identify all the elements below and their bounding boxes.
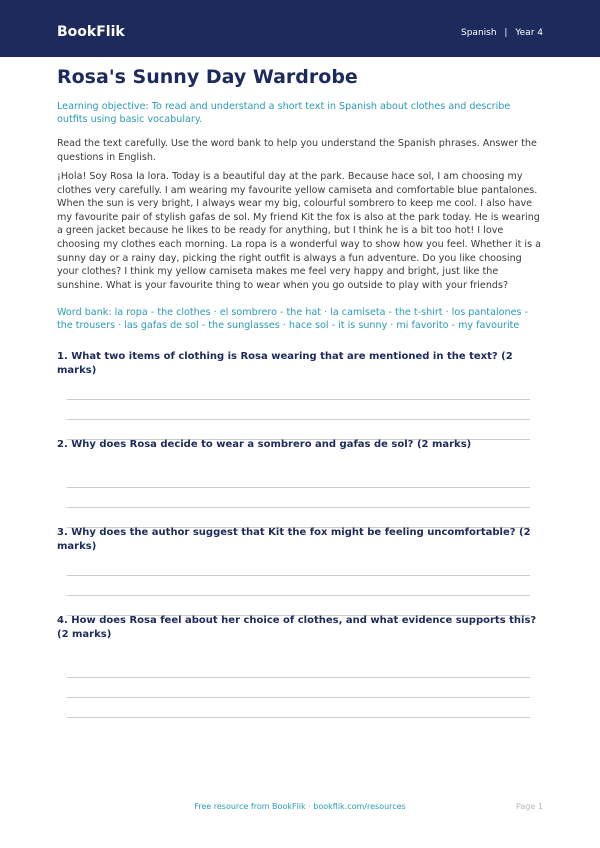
footer-link[interactable]: Free resource from BookFlik · bookflik.com/resources [194,802,406,811]
instructions: Read the text carefully. Use the word bank to help you understand the Spanish phrases. Answer the questions in English. [57,138,537,163]
brand-logo: BookFlik [57,24,125,40]
answer-line[interactable] [67,399,530,400]
answer-line[interactable] [67,717,530,718]
answer-line[interactable] [67,697,530,698]
subject-year [461,28,543,38]
answer-line[interactable] [67,595,530,596]
word-bank: Word bank: la ropa - the clothes · el sombrero - the hat · la camiseta - the t-shirt · los pantalones - the trousers · las gafas de sol - the sunglasses · hace sol - it is sunny · mi favorito - my favourite [57,307,528,331]
year-label: Year 4 [515,28,543,38]
learning-objective: Learning objective: To read and understand a short text in Spanish about clothes and describe outfits using basic vocabulary. [57,101,511,125]
answer-line[interactable] [67,419,530,420]
page-number: Page 1 [516,802,543,811]
answer-line[interactable] [67,677,530,678]
question-1: 1. What two items of clothing is Rosa wearing that are mentioned in the text? (2 marks) [57,351,513,376]
subject-label: Spanish [461,28,497,38]
answer-line[interactable] [67,575,530,576]
separator: | [504,28,508,38]
question-4: 4. How does Rosa feel about her choice of clothes, and what evidence supports this? (2 marks) [57,615,537,640]
answer-line[interactable] [67,487,530,488]
question-2: 2. Why does Rosa decide to wear a sombrero and gafas de sol? (2 marks) [57,439,472,450]
reading-passage: ¡Hola! Soy Rosa la lora. Today is a beautiful day at the park. Because hace sol, I am choosing my clothes very carefully. I am wearing my favourite yellow camiseta and comfortable blue pantalones. When the sun is very bright, I always wear my big, colourful sombrero to keep me cool. I also have my favourite pair of stylish gafas de sol. My friend Kit the fox is also at the park today. He is wearing a green jacket because he likes to be ready for anything, but I think he is a bit too hot! I love choosing my clothes each morning. La ropa is a wonderful way to show how you feel. Whether it is a sunny day or a rainy day, picking the right outfit is always a fun adventure. Do you like choosing your clothes? I think my yellow camiseta makes me feel very happy and bright, just like the sunshine. What is your favourite thing to wear when you go outside to play with your friends? [57,171,542,291]
answer-line[interactable] [67,507,530,508]
header-bar [0,0,600,57]
page-title: Rosa's Sunny Day Wardrobe [57,66,358,88]
question-3: 3. Why does the author suggest that Kit the fox might be feeling uncomfortable? (2 marks) [57,527,531,552]
